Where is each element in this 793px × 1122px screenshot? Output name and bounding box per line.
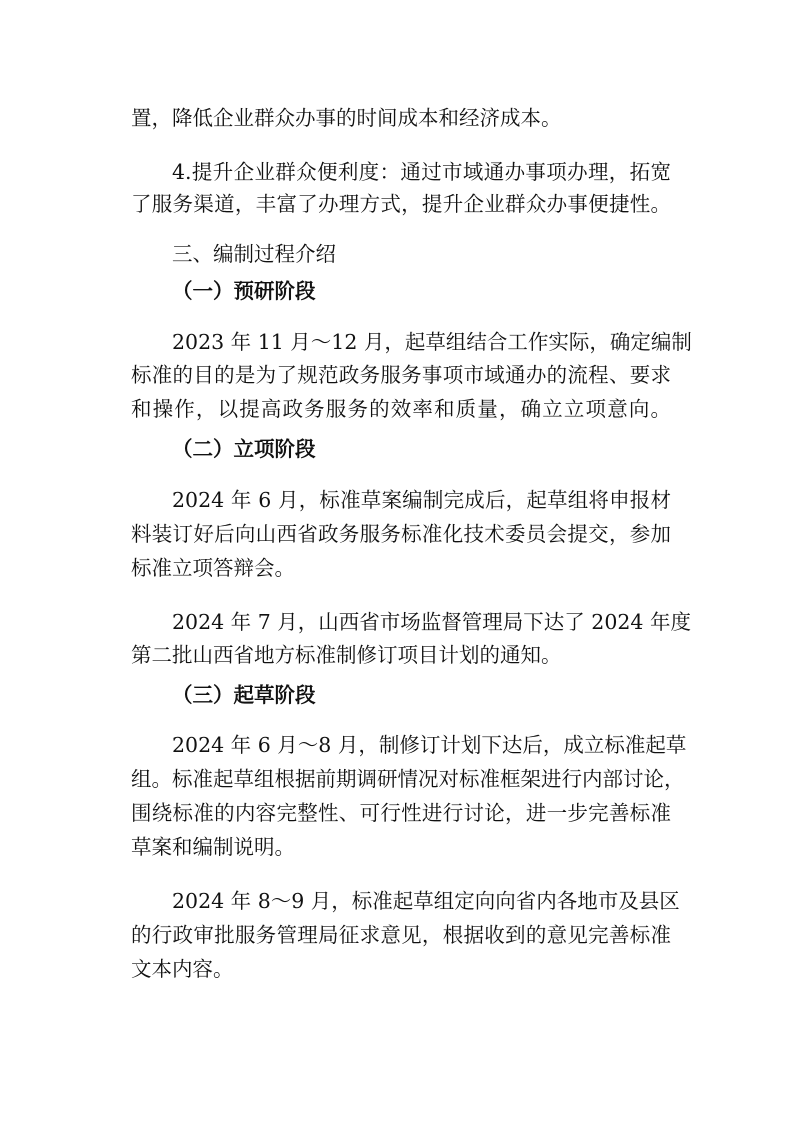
paragraph-line: 第二批山西省地方标准制修订项目计划的通知。 bbox=[131, 643, 562, 667]
paragraph-line: 料装订好后向山西省政务服务标准化技术委员会提交，参加 bbox=[131, 522, 671, 546]
subsection-heading: （三）起草阶段 bbox=[172, 683, 316, 707]
paragraph-line: 置，降低企业群众办事的时间成本和经济成本。 bbox=[131, 106, 562, 130]
paragraph-line: 4.提升企业群众便利度：通过市域通办事项办理，拓宽 bbox=[172, 160, 671, 184]
paragraph-line: 2024 年 7 月，山西省市场监督管理局下达了 2024 年度 bbox=[172, 610, 691, 634]
section-heading: 三、编制过程介绍 bbox=[172, 242, 336, 266]
subsection-heading: （一）预研阶段 bbox=[172, 279, 316, 303]
paragraph-line: 了服务渠道，丰富了办理方式，提升企业群众办事便捷性。 bbox=[131, 192, 671, 216]
paragraph-line: 和操作，以提高政务服务的效率和质量，确立立项意向。 bbox=[131, 397, 671, 421]
paragraph-line: 2024 年 8～9 月，标准起草组定向向省内各地市及县区 bbox=[172, 889, 680, 913]
paragraph-line: 标准立项答辩会。 bbox=[131, 556, 295, 580]
paragraph-line: 的行政审批服务管理局征求意见，根据收到的意见完善标准 bbox=[131, 923, 671, 947]
subsection-heading: （二）立项阶段 bbox=[172, 437, 316, 461]
paragraph-line: 2024 年 6 月，标准草案编制完成后，起草组将申报材 bbox=[172, 488, 671, 512]
paragraph-line: 2024 年 6 月～8 月，制修订计划下达后，成立标准起草 bbox=[172, 733, 687, 757]
paragraph-line: 标准的目的是为了规范政务服务事项市域通办的流程、要求 bbox=[131, 363, 671, 387]
paragraph-line: 组。标准起草组根据前期调研情况对标准框架进行内部讨论， bbox=[131, 767, 685, 791]
paragraph-line: 2023 年 11 月～12 月，起草组结合工作实际，确定编制 bbox=[172, 330, 692, 354]
paragraph-line: 文本内容。 bbox=[131, 957, 234, 981]
paragraph-line: 草案和编制说明。 bbox=[131, 835, 295, 859]
paragraph-line: 围绕标准的内容完整性、可行性进行讨论，进一步完善标准 bbox=[131, 801, 671, 825]
